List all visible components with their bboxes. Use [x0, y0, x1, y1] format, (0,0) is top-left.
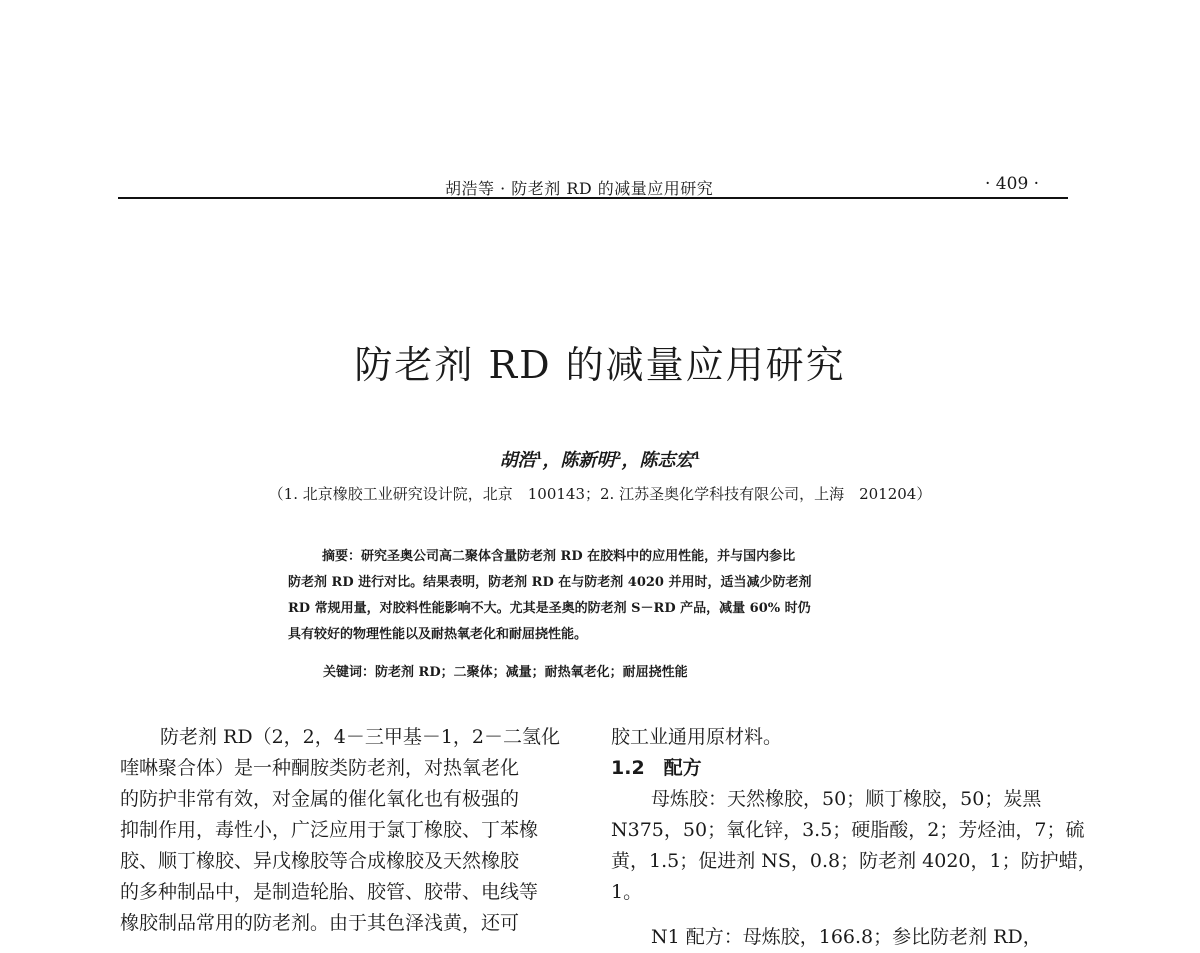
paper-title: 防老剂 RD 的减量应用研究	[354, 343, 846, 387]
author-affil-mark: 2	[614, 451, 622, 462]
body-line: 胶工业通用原材料。	[611, 726, 783, 748]
body-line: 抑制作用，毒性小，广泛应用于氯丁橡胶、丁苯橡	[120, 819, 539, 841]
body-line: 的多种制品中，是制造轮胎、胶管、胶带、电线等	[120, 881, 539, 903]
body-line: 橡胶制品常用的防老剂。由于其色泽浅黄，还可	[120, 912, 520, 934]
keywords: 关键词：防老剂 RD；二聚体；减量；耐热氧老化；耐屈挠性能	[323, 665, 688, 680]
body-line: N1 配方：母炼胶，166.8；参比防老剂 RD，	[651, 926, 1042, 948]
page-number: · 409 ·	[985, 174, 1040, 194]
author-separator: ，	[621, 450, 640, 471]
body-column-right	[611, 722, 1097, 953]
affiliations: （1. 北京橡胶工业研究设计院，北京 100143；2. 江苏圣奥化学科技有限公司，上海 201204）	[268, 485, 932, 503]
body-line: 的防护非常有效，对金属的催化氧化也有极强的	[120, 788, 520, 810]
body-line: N375，50；氧化锌，3.5；硬脂酸，2；芳烃油，7；硫	[611, 819, 1085, 841]
body-line: 母炼胶：天然橡胶，50；顺丁橡胶，50；炭黑	[651, 788, 1042, 810]
body-column-left	[120, 722, 580, 939]
author-name: 胡浩	[499, 450, 536, 471]
abstract-line: 具有较好的物理性能以及耐热氧老化和耐屈挠性能。	[288, 627, 588, 642]
abstract-line: 防老剂 RD 进行对比。结果表明，防老剂 RD 在与防老剂 4020 并用时，适当减少防老剂	[288, 575, 812, 590]
author-separator: ，	[542, 450, 561, 471]
author-affil-mark: 1	[693, 451, 701, 462]
body-line: 胶、顺丁橡胶、异戊橡胶等合成橡胶及天然橡胶	[120, 850, 520, 872]
abstract-line: 摘要：研究圣奥公司高二聚体含量防老剂 RD 在胶料中的应用性能，并与国内参比	[322, 549, 796, 564]
abstract	[288, 544, 908, 648]
section-heading: 1.2 配方	[611, 757, 702, 779]
author-name: 陈新明	[560, 450, 615, 471]
body-line: 黄，1.5；促进剂 NS，0.8；防老剂 4020，1；防护蜡，	[611, 850, 1097, 872]
author-affil-mark: 1	[535, 451, 543, 462]
abstract-line: RD 常规用量，对胶料性能影响不大。尤其是圣奥的防老剂 S－RD 产品，减量 60% 时仍	[288, 601, 811, 616]
author-list	[0, 446, 1200, 472]
body-line: 防老剂 RD（2，2，4－三甲基－1，2－二氢化	[160, 726, 561, 748]
running-title: 胡浩等 · 防老剂 RD 的减量应用研究	[445, 179, 714, 198]
body-line: 1。	[611, 881, 643, 903]
author-name: 陈志宏	[639, 450, 694, 471]
header-rule	[118, 197, 1068, 199]
body-line: 喹啉聚合体）是一种酮胺类防老剂，对热氧老化	[120, 757, 520, 779]
